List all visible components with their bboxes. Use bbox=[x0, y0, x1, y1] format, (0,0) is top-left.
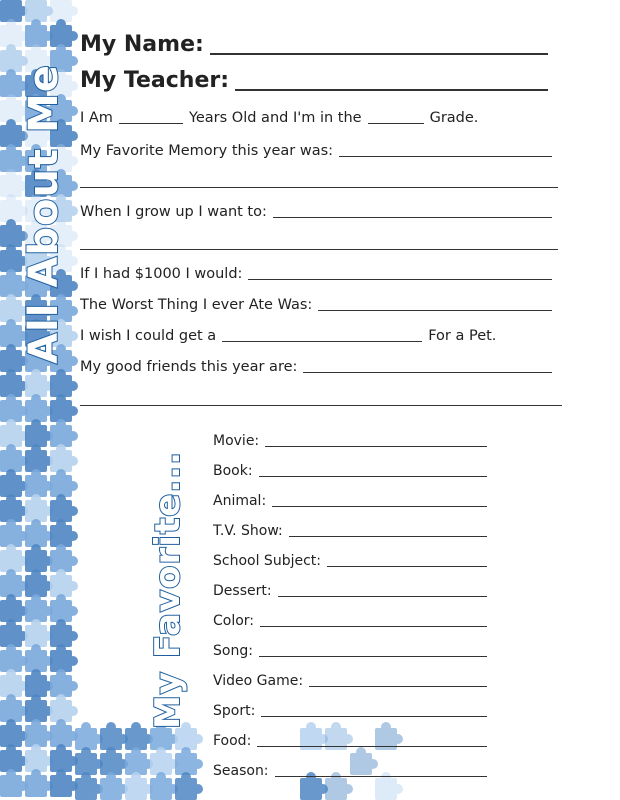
puzzle-piece bbox=[50, 569, 78, 597]
favorite-field[interactable] bbox=[309, 685, 487, 687]
puzzle-piece bbox=[0, 469, 28, 497]
puzzle-piece bbox=[0, 744, 28, 772]
favorite-field[interactable] bbox=[275, 775, 487, 777]
puzzle-piece bbox=[0, 594, 28, 622]
favorite-row-school-subject bbox=[213, 553, 493, 569]
puzzle-piece bbox=[25, 0, 53, 22]
age-suffix: Grade. bbox=[429, 110, 479, 126]
puzzle-piece bbox=[75, 747, 103, 775]
teacher-row bbox=[80, 68, 554, 93]
puzzle-piece bbox=[50, 669, 78, 697]
age-prefix: I Am bbox=[80, 110, 113, 126]
puzzle-piece bbox=[125, 772, 153, 800]
puzzle-piece bbox=[0, 0, 28, 22]
favorite-row-sport bbox=[213, 703, 493, 719]
puzzle-piece bbox=[50, 444, 78, 472]
money-label: If I had $1000 I would: bbox=[80, 266, 243, 282]
puzzle-piece bbox=[50, 619, 78, 647]
age-field[interactable] bbox=[119, 122, 183, 124]
teacher-label: My Teacher: bbox=[80, 68, 230, 93]
favorite-label: Season: bbox=[213, 763, 269, 779]
puzzle-piece bbox=[50, 694, 78, 722]
puzzle-piece bbox=[0, 394, 28, 422]
favorite-row-book bbox=[213, 463, 493, 479]
puzzle-piece bbox=[50, 519, 78, 547]
favorite-row-color bbox=[213, 613, 493, 629]
favorite-field[interactable] bbox=[265, 445, 487, 447]
friends-label: My good friends this year are: bbox=[80, 359, 298, 375]
puzzle-piece bbox=[25, 594, 53, 622]
puzzle-piece bbox=[25, 519, 53, 547]
memory-field[interactable] bbox=[339, 155, 552, 157]
money-row bbox=[80, 266, 558, 282]
memory-row bbox=[80, 143, 558, 159]
teacher-field[interactable] bbox=[235, 88, 548, 91]
puzzle-piece bbox=[25, 569, 53, 597]
puzzle-piece bbox=[0, 769, 28, 797]
puzzle-piece bbox=[0, 419, 28, 447]
worst-food-label: The Worst Thing I ever Ate Was: bbox=[80, 297, 313, 313]
puzzle-piece bbox=[50, 394, 78, 422]
puzzle-piece bbox=[0, 569, 28, 597]
favorite-field[interactable] bbox=[278, 595, 487, 597]
puzzle-piece bbox=[25, 744, 53, 772]
favorite-row-movie bbox=[213, 433, 493, 449]
puzzle-piece bbox=[25, 719, 53, 747]
favorite-label: Song: bbox=[213, 643, 253, 659]
puzzle-piece bbox=[25, 19, 53, 47]
puzzle-piece bbox=[0, 694, 28, 722]
pet-row bbox=[80, 328, 510, 344]
worst-food-row bbox=[80, 297, 558, 313]
favorite-field[interactable] bbox=[272, 505, 487, 507]
name-label: My Name: bbox=[80, 32, 204, 57]
favorite-row-song bbox=[213, 643, 493, 659]
puzzle-piece bbox=[0, 494, 28, 522]
puzzle-piece bbox=[0, 669, 28, 697]
favorite-field[interactable] bbox=[261, 715, 487, 717]
puzzle-piece bbox=[175, 747, 203, 775]
all-about-me-title: All About Me bbox=[21, 64, 67, 364]
puzzle-piece bbox=[100, 747, 128, 775]
puzzle-piece bbox=[100, 772, 128, 800]
favorite-label: School Subject: bbox=[213, 553, 321, 569]
pet-field[interactable] bbox=[222, 340, 422, 342]
grow-up-row bbox=[80, 204, 558, 220]
money-field[interactable] bbox=[248, 278, 552, 280]
puzzle-piece bbox=[50, 594, 78, 622]
puzzle-piece bbox=[50, 769, 78, 797]
puzzle-piece bbox=[50, 419, 78, 447]
favorite-field[interactable] bbox=[259, 475, 487, 477]
puzzle-piece bbox=[0, 644, 28, 672]
favorite-row-animal bbox=[213, 493, 493, 509]
favorite-row-dessert bbox=[213, 583, 493, 599]
favorite-field[interactable] bbox=[289, 535, 487, 537]
puzzle-piece bbox=[125, 747, 153, 775]
puzzle-piece bbox=[0, 519, 28, 547]
puzzle-piece bbox=[0, 719, 28, 747]
favorite-label: Book: bbox=[213, 463, 253, 479]
puzzle-piece bbox=[50, 369, 78, 397]
puzzle-piece bbox=[50, 19, 78, 47]
puzzle-piece bbox=[0, 544, 28, 572]
favorite-row-season bbox=[213, 763, 493, 779]
puzzle-piece bbox=[0, 619, 28, 647]
puzzle-piece bbox=[25, 419, 53, 447]
favorite-row-food bbox=[213, 733, 493, 749]
grow-up-extra-line[interactable] bbox=[80, 249, 558, 250]
worst-food-field[interactable] bbox=[318, 309, 552, 311]
puzzle-piece bbox=[25, 694, 53, 722]
puzzle-piece bbox=[0, 19, 28, 47]
name-row bbox=[80, 32, 554, 57]
friends-field[interactable] bbox=[303, 371, 552, 373]
puzzle-piece bbox=[150, 772, 178, 800]
my-favorite-title: My Favorite... bbox=[148, 450, 188, 730]
favorite-label: Sport: bbox=[213, 703, 256, 719]
favorite-label: Video Game: bbox=[213, 673, 304, 689]
puzzle-piece bbox=[75, 772, 103, 800]
puzzle-piece bbox=[175, 772, 203, 800]
favorite-row-video-game bbox=[213, 673, 493, 689]
puzzle-piece bbox=[25, 469, 53, 497]
age-middle: Years Old and I'm in the bbox=[188, 110, 362, 126]
favorite-row-tv-show bbox=[213, 523, 493, 539]
puzzle-piece bbox=[50, 719, 78, 747]
puzzle-piece bbox=[50, 469, 78, 497]
favorite-field[interactable] bbox=[259, 655, 487, 657]
favorite-field[interactable] bbox=[257, 745, 487, 747]
favorite-label: T.V. Show: bbox=[213, 523, 283, 539]
pet-suffix: For a Pet. bbox=[428, 328, 497, 344]
favorite-label: Food: bbox=[213, 733, 252, 749]
puzzle-piece bbox=[25, 669, 53, 697]
puzzle-piece bbox=[50, 0, 78, 22]
memory-extra-line[interactable] bbox=[80, 187, 558, 188]
puzzle-piece bbox=[50, 644, 78, 672]
friends-extra-line[interactable] bbox=[80, 405, 562, 406]
age-row bbox=[80, 110, 480, 126]
pet-prefix: I wish I could get a bbox=[80, 328, 217, 344]
puzzle-piece bbox=[50, 544, 78, 572]
puzzle-piece bbox=[25, 494, 53, 522]
puzzle-piece bbox=[25, 444, 53, 472]
favorite-label: Dessert: bbox=[213, 583, 272, 599]
grade-field[interactable] bbox=[368, 122, 424, 124]
favorite-field[interactable] bbox=[260, 625, 487, 627]
grow-up-label: When I grow up I want to: bbox=[80, 204, 267, 220]
name-field[interactable] bbox=[210, 52, 548, 55]
puzzle-piece bbox=[25, 769, 53, 797]
puzzle-piece bbox=[50, 744, 78, 772]
puzzle-piece bbox=[50, 494, 78, 522]
favorite-field[interactable] bbox=[327, 565, 487, 567]
puzzle-piece bbox=[25, 619, 53, 647]
puzzle-piece bbox=[0, 369, 28, 397]
puzzle-piece bbox=[25, 369, 53, 397]
puzzle-piece bbox=[150, 747, 178, 775]
favorite-label: Movie: bbox=[213, 433, 260, 449]
puzzle-piece bbox=[100, 722, 128, 750]
puzzle-piece bbox=[25, 394, 53, 422]
puzzle-piece bbox=[0, 444, 28, 472]
memory-label: My Favorite Memory this year was: bbox=[80, 143, 334, 159]
favorite-label: Color: bbox=[213, 613, 255, 629]
grow-up-field[interactable] bbox=[273, 216, 552, 218]
favorite-label: Animal: bbox=[213, 493, 267, 509]
puzzle-piece bbox=[75, 722, 103, 750]
puzzle-piece bbox=[25, 544, 53, 572]
puzzle-piece bbox=[25, 644, 53, 672]
friends-row bbox=[80, 359, 558, 375]
